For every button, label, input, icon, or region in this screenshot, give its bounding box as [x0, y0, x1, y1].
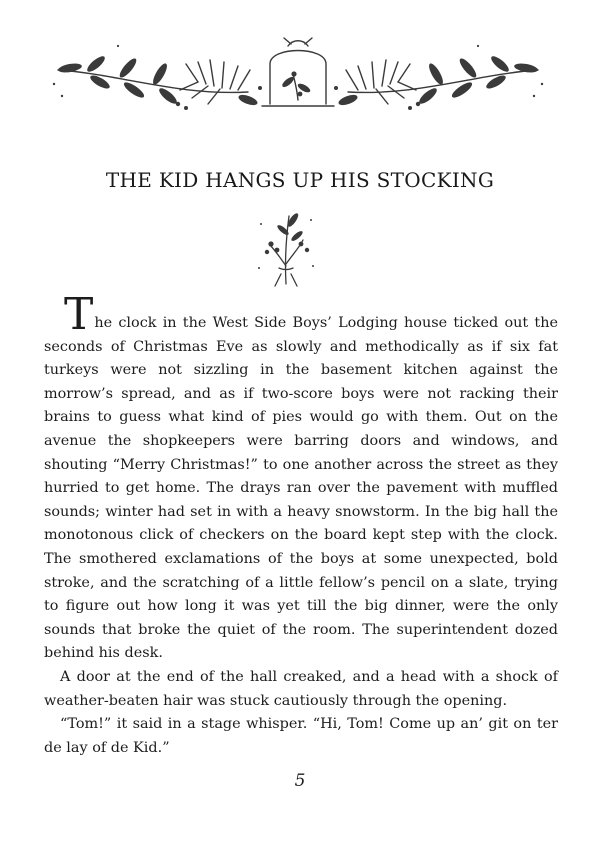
chapter-body: [44, 289, 558, 760]
mistletoe-sprig-icon: [255, 206, 317, 290]
paragraph-text: he clock in the West Side Boys’ Lodging house ticked out the seconds of Christmas Eve as slowly and methodically as if six fat turkeys were not sizzling in the basement kitchen against the morrow’s spread, and as if two-score boys were not racking their brains to guess what kind of pies would go with them. Out on the avenue the shopkeepers were barring doors and windows, and shouting “Merry Christmas!” to one another across the street as they hurried to get home. The drays ran over the pavement with muffled sounds; winter had set in with a heavy snowstorm. In the big hall the monotonous click of checkers on the board kept step with the clock. The smothered exclamations of the boys at some unexpected, bold stroke, and the scratching of a little fellow’s pencil on a slate, trying to figure out how long it was yet till the big dinner, were the only sounds that broke the quiet of the room. The superintendent dozed behind his desk.: [44, 315, 558, 662]
paragraph: [44, 289, 558, 666]
drop-cap: T: [64, 289, 94, 340]
paragraph: A door at the end of the hall creaked, and a head with a shock of weather-beaten hair was stuck cautiously through the opening.: [44, 668, 558, 709]
page-number: 5: [294, 771, 306, 791]
garland-with-bell-jar-icon: [48, 34, 548, 114]
paragraph: “Tom!” it said in a stage whisper. “Hi, Tom! Come up an’ git on ter de lay of de Kid.”: [44, 716, 558, 756]
chapter-title: THE KID HANGS UP HIS STOCKING: [105, 168, 495, 192]
